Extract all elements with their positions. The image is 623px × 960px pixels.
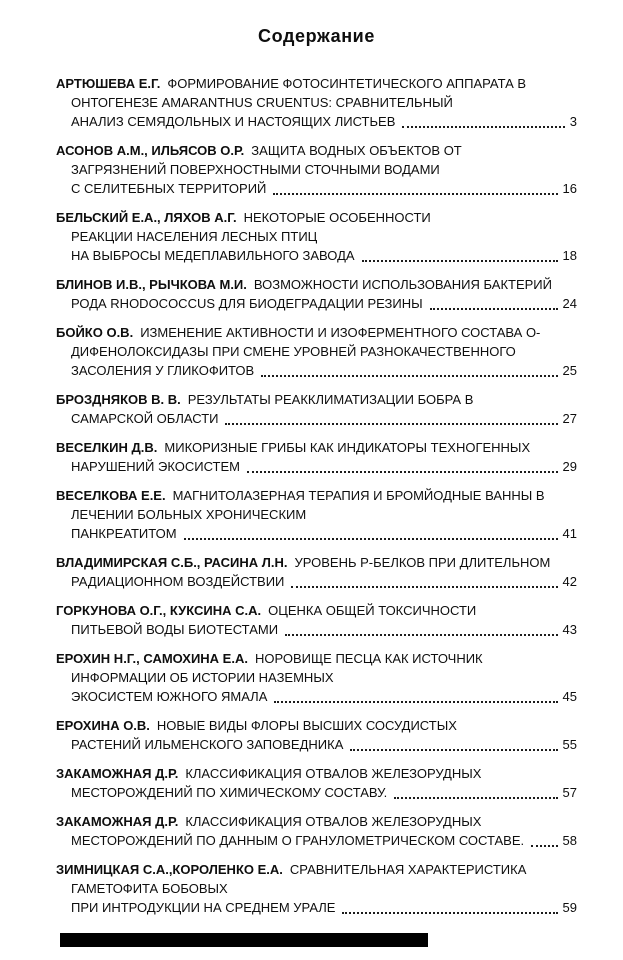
entry-title-end: ПАНКРЕАТИТОМ bbox=[71, 526, 177, 541]
entry-title-end: РАДИАЦИОННОМ ВОЗДЕЙСТВИИ bbox=[71, 574, 285, 589]
entry-authors: ЗИМНИЦКАЯ С.А.,КОРОЛЕНКО Е.А. bbox=[56, 862, 283, 877]
entry-title-end: ПИТЬЕВОЙ ВОДЫ БИОТЕСТАМИ bbox=[71, 622, 279, 637]
entry-title-start: НЕКОТОРЫЕ ОСОБЕННОСТИ bbox=[243, 210, 431, 225]
entry-page-number: 27 bbox=[562, 411, 577, 426]
entry-page-number: 45 bbox=[562, 689, 577, 704]
dot-leader bbox=[285, 634, 557, 636]
entry-last-line bbox=[56, 572, 577, 591]
entry-last-line bbox=[56, 831, 577, 850]
entry-title-end: ЭКОСИСТЕМ ЮЖНОГО ЯМАЛА bbox=[71, 689, 268, 704]
entry-authors: ЕРОХИНА О.В. bbox=[56, 718, 150, 733]
entry-last-line bbox=[56, 112, 577, 131]
entry-title-end: РАСТЕНИЙ ИЛЬМЕНСКОГО ЗАПОВЕДНИКА bbox=[71, 737, 344, 752]
entry-continuation-line: ЛЕЧЕНИИ БОЛЬНЫХ ХРОНИЧЕСКИМ bbox=[71, 507, 307, 522]
entry-page-number: 41 bbox=[562, 526, 577, 541]
entry-page-number: 59 bbox=[562, 900, 577, 915]
entry-authors: ВЕСЕЛКИН Д.В. bbox=[56, 440, 158, 455]
entry-last-line bbox=[56, 361, 577, 380]
entry-last-line bbox=[56, 783, 577, 802]
entry-first-line bbox=[56, 649, 577, 668]
entry-first-line bbox=[56, 74, 577, 93]
entry-continuation-line: ОНТОГЕНЕЗЕ AMARANTHUS CRUENTUS: СРАВНИТЕЛЬНЫЙ bbox=[71, 95, 453, 110]
toc-list bbox=[56, 74, 577, 917]
toc-entry bbox=[56, 764, 577, 802]
toc-entry bbox=[56, 141, 577, 198]
entry-last-line bbox=[56, 457, 577, 476]
entry-continuation-line: РЕАКЦИИ НАСЕЛЕНИЯ ЛЕСНЫХ ПТИЦ bbox=[71, 229, 318, 244]
entry-title-end: АНАЛИЗ СЕМЯДОЛЬНЫХ И НАСТОЯЩИХ ЛИСТЬЕВ bbox=[71, 114, 396, 129]
entry-page-number: 25 bbox=[562, 363, 577, 378]
entry-page-number: 58 bbox=[562, 833, 577, 848]
entry-title-end: РОДА RHODOCOCCUS ДЛЯ БИОДЕГРАДАЦИИ РЕЗИНЫ bbox=[71, 296, 423, 311]
entry-title-start: СРАВНИТЕЛЬНАЯ ХАРАКТЕРИСТИКА bbox=[289, 862, 527, 877]
entry-authors: ВЛАДИМИРСКАЯ С.Б., РАСИНА Л.Н. bbox=[56, 555, 288, 570]
entry-first-line bbox=[56, 553, 577, 572]
entry-authors: ЗАКАМОЖНАЯ Д.Р. bbox=[56, 814, 179, 829]
entry-page-number: 24 bbox=[562, 296, 577, 311]
entry-title-end: С СЕЛИТЕБНЫХ ТЕРРИТОРИЙ bbox=[71, 181, 267, 196]
entry-authors: БОЙКО О.В. bbox=[56, 325, 134, 340]
entry-first-line bbox=[56, 275, 577, 294]
dot-leader bbox=[402, 126, 564, 128]
entry-last-line bbox=[56, 179, 577, 198]
toc-entry bbox=[56, 323, 577, 380]
entry-page-number: 57 bbox=[562, 785, 577, 800]
dot-leader bbox=[531, 845, 557, 847]
entry-page-number: 55 bbox=[562, 737, 577, 752]
toc-entry bbox=[56, 208, 577, 265]
toc-entry bbox=[56, 275, 577, 313]
toc-entry bbox=[56, 601, 577, 639]
dot-leader bbox=[394, 797, 557, 799]
entry-title-end: МЕСТОРОЖДЕНИЙ ПО ХИМИЧЕСКОМУ СОСТАВУ. bbox=[71, 785, 388, 800]
dot-leader bbox=[342, 912, 557, 914]
entry-first-line bbox=[56, 390, 577, 409]
entry-last-line bbox=[56, 620, 577, 639]
toc-entry bbox=[56, 649, 577, 706]
entry-page-number: 43 bbox=[562, 622, 577, 637]
entry-last-line bbox=[56, 524, 577, 543]
dot-leader bbox=[184, 538, 558, 540]
dot-leader bbox=[274, 701, 557, 703]
entry-authors: БЕЛЬСКИЙ Е.А., ЛЯХОВ А.Г. bbox=[56, 210, 237, 225]
dot-leader bbox=[261, 375, 557, 377]
entry-page-number: 18 bbox=[562, 248, 577, 263]
toc-entry bbox=[56, 74, 577, 131]
entry-continuation-line: ГАМЕТОФИТА БОБОВЫХ bbox=[71, 881, 228, 896]
entry-last-line bbox=[56, 294, 577, 313]
toc-entry bbox=[56, 812, 577, 850]
page-title: Содержание bbox=[258, 26, 375, 46]
dot-leader bbox=[225, 423, 557, 425]
entry-last-line bbox=[56, 246, 577, 265]
entry-authors: ЗАКАМОЖНАЯ Д.Р. bbox=[56, 766, 179, 781]
entry-title-end: НА ВЫБРОСЫ МЕДЕПЛАВИЛЬНОГО ЗАВОДА bbox=[71, 248, 355, 263]
entry-title-start: ЗАЩИТА ВОДНЫХ ОБЪЕКТОВ ОТ bbox=[251, 143, 462, 158]
entry-title-start: МИКОРИЗНЫЕ ГРИБЫ КАК ИНДИКАТОРЫ ТЕХНОГЕННЫХ bbox=[164, 440, 531, 455]
dot-leader bbox=[350, 749, 557, 751]
entry-authors: АСОНОВ А.М., ИЛЬЯСОВ О.Р. bbox=[56, 143, 245, 158]
entry-page-number: 42 bbox=[562, 574, 577, 589]
entry-title-start: МАГНИТОЛАЗЕРНАЯ ТЕРАПИЯ И БРОМЙОДНЫЕ ВАННЫ В bbox=[172, 488, 545, 503]
toc-entry bbox=[56, 438, 577, 476]
entry-first-line bbox=[56, 486, 577, 505]
dot-leader bbox=[362, 260, 558, 262]
entry-authors: БРОЗДНЯКОВ В. В. bbox=[56, 392, 181, 407]
entry-last-line bbox=[56, 898, 577, 917]
entry-continuation-line: ЗАГРЯЗНЕНИЙ ПОВЕРХНОСТНЫМИ СТОЧНЫМИ ВОДАМИ bbox=[71, 162, 440, 177]
entry-continuation-line: ДИФЕНОЛОКСИДАЗЫ ПРИ СМЕНЕ УРОВНЕЙ РАЗНОКАЧЕСТВЕННОГО bbox=[71, 344, 516, 359]
entry-page-number: 29 bbox=[562, 459, 577, 474]
entry-title-end: МЕСТОРОЖДЕНИЙ ПО ДАННЫМ О ГРАНУЛОМЕТРИЧЕСКОМ СОСТАВЕ. bbox=[71, 833, 525, 848]
entry-title-start: УРОВЕНЬ Р-БЕЛКОВ ПРИ ДЛИТЕЛЬНОМ bbox=[294, 555, 551, 570]
entry-last-line bbox=[56, 687, 577, 706]
entry-title-start: РЕЗУЛЬТАТЫ РЕАККЛИМАТИЗАЦИИ БОБРА В bbox=[187, 392, 474, 407]
entry-title-start: КЛАССИФИКАЦИЯ ОТВАЛОВ ЖЕЛЕЗОРУДНЫХ bbox=[185, 766, 482, 781]
entry-authors: АРТЮШЕВА Е.Г. bbox=[56, 76, 161, 91]
entry-title-start: ИЗМЕНЕНИЕ АКТИВНОСТИ И ИЗОФЕРМЕНТНОГО СОСТАВА О- bbox=[140, 325, 541, 340]
entry-title-start: НОРОВИЩЕ ПЕСЦА КАК ИСТОЧНИК bbox=[254, 651, 483, 666]
dot-leader bbox=[430, 308, 558, 310]
dot-leader bbox=[247, 471, 558, 473]
entry-first-line bbox=[56, 141, 577, 160]
entry-first-line bbox=[56, 812, 577, 831]
entry-authors: ЕРОХИН Н.Г., САМОХИНА Е.А. bbox=[56, 651, 248, 666]
toc-entry bbox=[56, 486, 577, 543]
scan-artifact-bar bbox=[60, 933, 428, 947]
entry-title-start: НОВЫЕ ВИДЫ ФЛОРЫ ВЫСШИХ СОСУДИСТЫХ bbox=[156, 718, 457, 733]
entry-title-end: САМАРСКОЙ ОБЛАСТИ bbox=[71, 411, 219, 426]
entry-first-line bbox=[56, 323, 577, 342]
toc-entry bbox=[56, 716, 577, 754]
entry-first-line bbox=[56, 716, 577, 735]
entry-authors: БЛИНОВ И.В., РЫЧКОВА М.И. bbox=[56, 277, 247, 292]
entry-title-start: ВОЗМОЖНОСТИ ИСПОЛЬЗОВАНИЯ БАКТЕРИЙ bbox=[253, 277, 552, 292]
entry-page-number: 3 bbox=[569, 114, 577, 129]
entry-first-line bbox=[56, 208, 577, 227]
entry-last-line bbox=[56, 409, 577, 428]
toc-entry bbox=[56, 390, 577, 428]
entry-first-line bbox=[56, 764, 577, 783]
toc-entry bbox=[56, 553, 577, 591]
entry-authors: ВЕСЕЛКОВА Е.Е. bbox=[56, 488, 166, 503]
entry-title-start: ОЦЕНКА ОБЩЕЙ ТОКСИЧНОСТИ bbox=[268, 603, 477, 618]
entry-first-line bbox=[56, 860, 577, 879]
entry-title-end: НАРУШЕНИЙ ЭКОСИСТЕМ bbox=[71, 459, 240, 474]
entry-first-line bbox=[56, 601, 577, 620]
dot-leader bbox=[291, 586, 557, 588]
entry-title-end: ПРИ ИНТРОДУКЦИИ НА СРЕДНЕМ УРАЛЕ bbox=[71, 900, 336, 915]
entry-first-line bbox=[56, 438, 577, 457]
entry-continuation-line: ИНФОРМАЦИИ ОБ ИСТОРИИ НАЗЕМНЫХ bbox=[71, 670, 334, 685]
entry-page-number: 16 bbox=[562, 181, 577, 196]
toc-entry bbox=[56, 860, 577, 917]
dot-leader bbox=[273, 193, 557, 195]
entry-last-line bbox=[56, 735, 577, 754]
entry-title-end: ЗАСОЛЕНИЯ У ГЛИКОФИТОВ bbox=[71, 363, 255, 378]
entry-title-start: КЛАССИФИКАЦИЯ ОТВАЛОВ ЖЕЛЕЗОРУДНЫХ bbox=[185, 814, 482, 829]
entry-title-start: ФОРМИРОВАНИЕ ФОТОСИНТЕТИЧЕСКОГО АППАРАТА В bbox=[167, 76, 527, 91]
entry-authors: ГОРКУНОВА О.Г., КУКСИНА С.А. bbox=[56, 603, 262, 618]
